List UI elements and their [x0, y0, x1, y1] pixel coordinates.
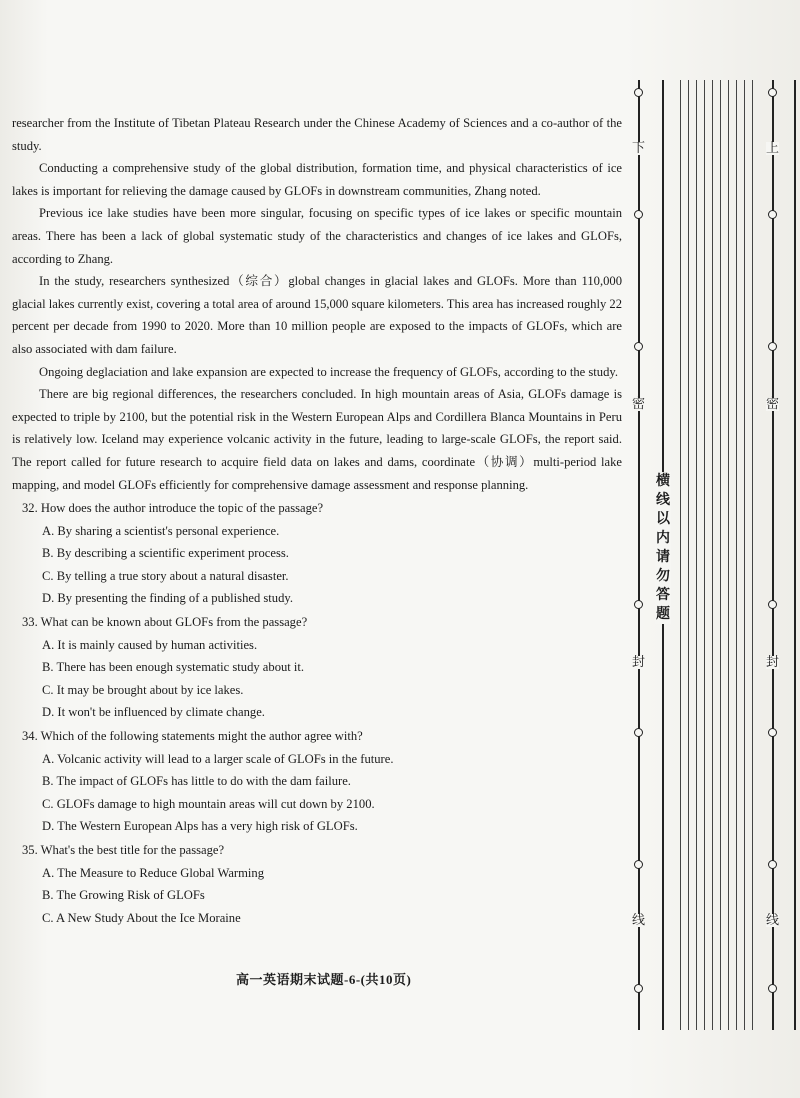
warning-char: 内: [656, 530, 670, 546]
exam-page-content: [12, 112, 622, 929]
binding-line-7: [712, 80, 713, 1030]
binding-circle: [634, 984, 643, 993]
warning-char: 以: [656, 511, 670, 527]
binding-line-6: [704, 80, 705, 1030]
option-c: C. A New Study About the Ice Moraine: [42, 910, 241, 925]
binding-mark-left-feng: 封: [632, 655, 646, 670]
binding-circle: [768, 210, 777, 219]
option-d: D. The Western European Alps has a very high risk of GLOFs.: [42, 819, 358, 834]
question-34: [12, 725, 622, 838]
passage-paragraph-5: Ongoing deglaciation and lake expansion are expected to increase the frequency of GLOFs, according to the study.: [39, 364, 618, 379]
binding-margin: [624, 80, 800, 1030]
binding-circle: [768, 984, 777, 993]
binding-mark-right-feng: 封: [766, 655, 780, 670]
binding-line-11: [744, 80, 745, 1030]
option-d: D. It won't be influenced by climate change.: [42, 705, 265, 720]
binding-circle: [768, 342, 777, 351]
warning-char: 横: [656, 473, 670, 489]
binding-circle: [768, 728, 777, 737]
warning-char: 勿: [656, 568, 670, 584]
question-33: [12, 611, 622, 724]
binding-circle: [768, 600, 777, 609]
binding-circle: [768, 860, 777, 869]
binding-mark-left-xia: 下: [632, 141, 646, 156]
binding-line-10: [736, 80, 737, 1030]
option-a: A. It is mainly caused by human activities.: [42, 637, 258, 652]
binding-line-4: [688, 80, 689, 1030]
option-b: B. There has been enough systematic study about it.: [42, 660, 305, 675]
binding-mark-right-mi: 密: [766, 397, 780, 412]
question-35: [12, 839, 622, 929]
option-b: B. The impact of GLOFs has little to do with the dam failure.: [42, 774, 351, 789]
binding-line-8: [720, 80, 721, 1030]
binding-circle: [634, 860, 643, 869]
binding-mark-left-mi: 密: [632, 397, 646, 412]
warning-char: 线: [656, 492, 670, 508]
option-b: B. The Growing Risk of GLOFs: [42, 888, 205, 903]
option-a: A. The Measure to Reduce Global Warming: [42, 865, 265, 880]
binding-line-1: [638, 80, 640, 1030]
binding-circle: [768, 88, 777, 97]
binding-line-3: [680, 80, 681, 1030]
question-stem: 32. How does the author introduce the topic of the passage?: [22, 501, 324, 516]
question-32: [12, 497, 622, 610]
binding-circle: [634, 210, 643, 219]
option-a: A. By sharing a scientist's personal experience.: [42, 523, 280, 538]
binding-line-9: [728, 80, 729, 1030]
warning-char: 请: [656, 549, 670, 565]
option-c: C. By telling a true story about a natural disaster.: [42, 568, 289, 583]
passage-paragraph-3: Previous ice lake studies have been more singular, focusing on specific types of ice lakes or specific mountain areas. There has been a lack of global systematic study of the characteristics and changes of ice lakes and GLOFs, according to Zhang.: [12, 206, 622, 266]
binding-circle: [634, 342, 643, 351]
question-stem: 35. What's the best title for the passage?: [22, 843, 225, 857]
binding-circle: [634, 88, 643, 97]
option-a: A. Volcanic activity will lead to a larger scale of GLOFs in the future.: [42, 751, 394, 766]
warning-char: 题: [656, 606, 670, 622]
passage-paragraph-2: Conducting a comprehensive study of the global distribution, formation time, and physical characteristics of ice lakes is important for relieving the damage caused by GLOFs in downstream communities, Zhang noted.: [12, 161, 622, 198]
page-footer: 高一英语期末试题-6-(共10页): [236, 972, 412, 987]
passage-paragraph-4: In the study, researchers synthesized（综合）global changes in glacial lakes and GLOFs. More than 110,000 glacial lakes currently exist, covering a total area of around 15,000 square kilometers. This area has increased roughly 22 percent per decade from 1990 to 2020. More than 10 million people are exposed to the impacts of GLOFs, which are also associated with dam failure.: [12, 274, 622, 356]
option-d: D. By presenting the finding of a published study.: [42, 591, 294, 606]
binding-line-12: [752, 80, 753, 1030]
warning-char: 答: [656, 587, 670, 603]
binding-line-14: [794, 80, 796, 1030]
binding-circle: [634, 600, 643, 609]
option-c: C. It may be brought about by ice lakes.: [42, 682, 244, 697]
option-c: C. GLOFs damage to high mountain areas will cut down by 2100.: [42, 796, 375, 811]
binding-mark-right-shang: 上: [766, 141, 780, 156]
question-stem: 33. What can be known about GLOFs from the passage?: [22, 615, 308, 630]
question-stem: 34. Which of the following statements might the author agree with?: [22, 729, 363, 744]
binding-circle: [634, 728, 643, 737]
option-b: B. By describing a scientific experiment process.: [42, 546, 289, 561]
binding-line-13: [772, 80, 774, 1030]
no-answer-warning: [655, 472, 671, 624]
binding-line-5: [696, 80, 697, 1030]
binding-mark-right-xian: 线: [766, 913, 780, 928]
binding-mark-left-xian: 线: [632, 913, 646, 928]
passage-paragraph-1: researcher from the Institute of Tibetan Plateau Research under the Chinese Academy of Sciences and a co-author of the study.: [12, 116, 622, 153]
passage-paragraph-6: There are big regional differences, the researchers concluded. In high mountain areas of Asia, GLOFs damage is expected to triple by 2100, but the potential risk in the Western European Alps and Cordillera Blanca Mountains in Peru is relatively low. Iceland may experience volcanic activity in the future, leading to large-scale GLOFs, the report said. The report called for future research to acquire field data on lakes and dams, coordinate（协调）multi-period lake mapping, and model GLOFs efficiently for comprehensive damage assessment and response planning.: [12, 387, 622, 492]
